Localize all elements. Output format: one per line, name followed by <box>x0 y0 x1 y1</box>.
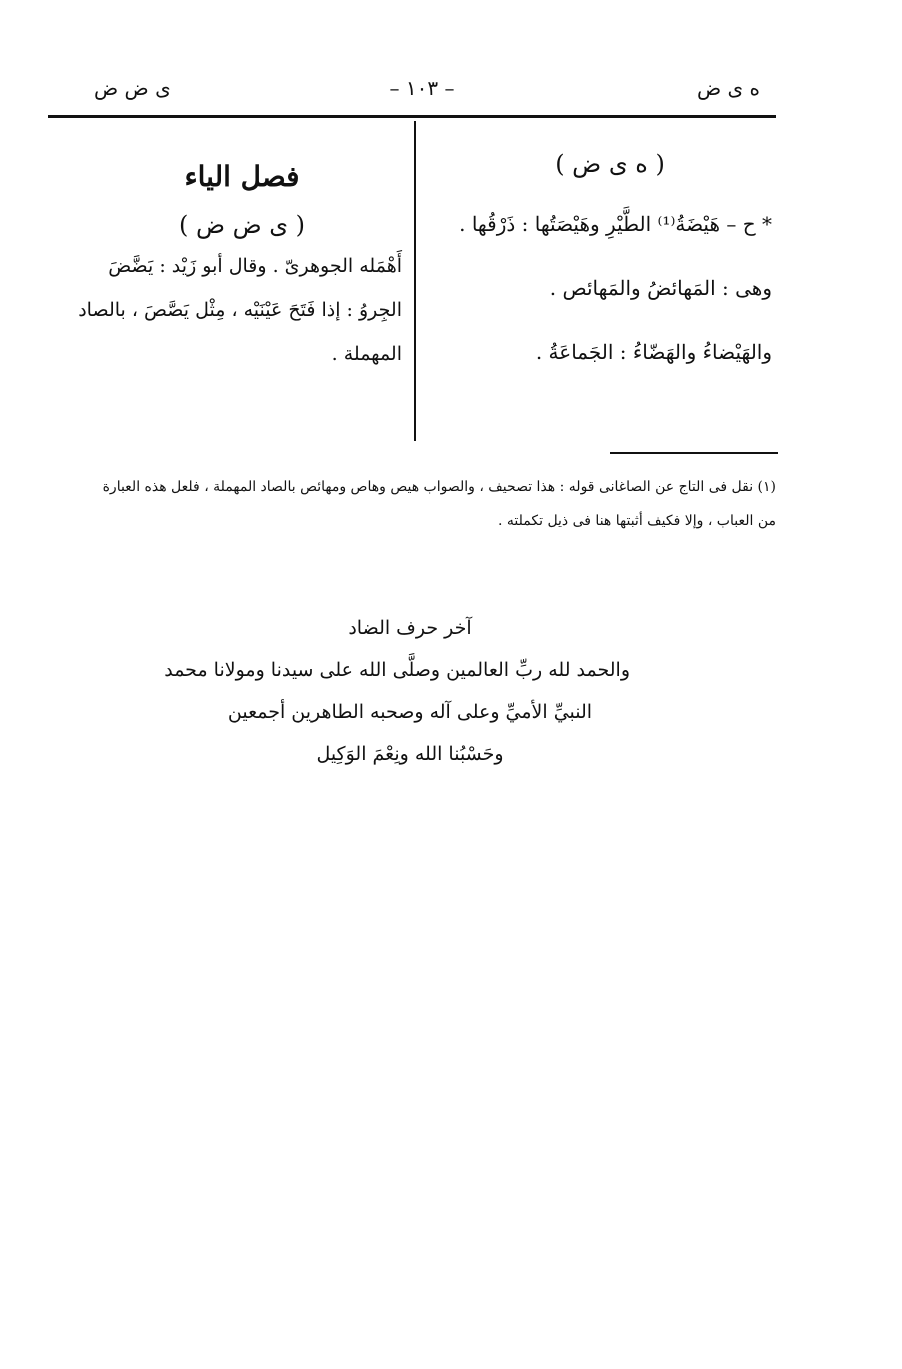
entry-line: والهَيْضاءُ والهَضّاءُ : الجَماعَةُ . <box>535 340 772 364</box>
running-head <box>0 76 902 104</box>
colophon-title: آخر حرف الضاد <box>348 617 472 639</box>
colophon-line: وحَسْبُنا الله ونِعْمَ الوَكِيل <box>316 743 504 765</box>
running-head-left-root: ى ض ض <box>94 76 171 100</box>
colophon <box>164 617 630 765</box>
entry-line: أَهْمَله الجوهرىّ . وقال أبو زَيْد : يَضَّضَ <box>108 255 402 277</box>
column-divider <box>414 121 416 441</box>
entry-line: * ح – هَيْضَةُ⁽¹⁾ الطَّيْرِ وهَيْصَتُها : ذَرْقُها . <box>459 212 772 236</box>
running-head-right-root: ه ى ض <box>696 76 760 100</box>
section-title: فصل الياء <box>184 160 300 193</box>
footnote-rule <box>610 452 778 454</box>
header-rule <box>48 115 776 118</box>
left-column <box>52 160 402 365</box>
entry-line: الجِروُ : إذا فَتَحَ عَيْنَيْه ، مِثْل يَصَّصَ ، بالصاد <box>78 299 402 321</box>
footnote-line: (١) نقل فى التاج عن الصاغانى قوله : هذا تصحيف ، والصواب هيص وهاص ومهائص بالصاد المهملة ، فلعل هذه العبارة <box>102 479 776 495</box>
entry-line: المهملة . <box>331 343 402 365</box>
colophon-line: والحمد لله ربِّ العالمين وصلَّى الله على سيدنا ومولانا محمد <box>164 659 630 681</box>
entry-heading-hyd: ( ه ى ض ) <box>555 150 665 178</box>
entry-line: وهى : المَهائضُ والمَهائص . <box>549 276 772 300</box>
entry-heading-ydd: ( ى ض ض ) <box>178 211 306 239</box>
footnote-line: من العباب ، وإلا فكيف أثبتها هنا فى ذيل تكملته . <box>498 513 776 529</box>
colophon-line: النبيِّ الأميِّ وعلى آله وصحبه الطاهرين أجمعين <box>227 701 593 723</box>
footnote <box>52 479 776 529</box>
page-number: – ١٠٣ – <box>389 76 455 100</box>
right-column <box>428 150 772 364</box>
